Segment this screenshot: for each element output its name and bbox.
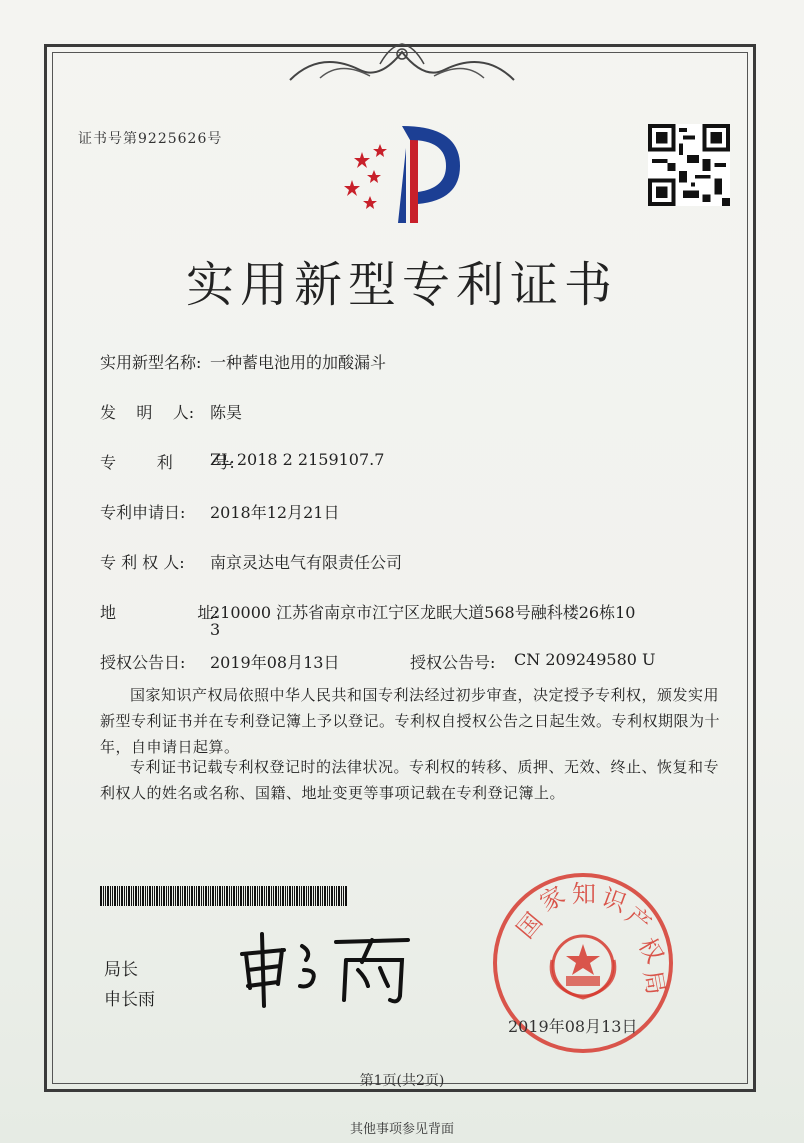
svg-text:产: 产 [620,901,657,939]
footer-note: 其他事项参见背面 [349,1122,454,1137]
application-date-label: 专利申请日: [100,503,186,522]
seal-date: 2019年08月13日 [508,1017,638,1036]
address-label: 地 址: [100,603,219,622]
grant-date-label: 授权公告日: [100,653,186,672]
certificate-number: 证书号第9225626号 [78,131,223,147]
svg-text:国: 国 [511,907,549,944]
grant-number-value: CN 209249580 U [514,650,656,669]
ornament-flourish [280,40,524,88]
paragraph-line: 利权人的姓名或名称、国籍、地址变更等事项记载在专利登记簿上。 [100,784,566,802]
svg-text:知: 知 [572,880,596,908]
patent-number-value: ZL 2018 2 2159107.7 [210,450,385,469]
utility-model-name-label: 实用新型名称: [100,353,202,372]
svg-text:权: 权 [632,933,670,968]
inventor-value: 陈昊 [210,403,243,422]
application-date-value: 2018年12月21日 [210,503,340,522]
svg-text:家: 家 [535,880,570,918]
qr-code [648,124,730,206]
address-value-line2: 3 [210,620,221,639]
svg-text:局: 局 [638,968,670,997]
inventor-label: 发 明 人: [100,403,195,422]
certificate-title: 实用新型专利证书 [185,257,618,313]
grant-number-label: 授权公告号: [410,653,496,672]
patentee-value: 南京灵达电气有限责任公司 [210,553,403,572]
handwritten-signature [232,926,432,1008]
utility-model-name-value: 一种蓄电池用的加酸漏斗 [210,353,387,372]
patent-number-label: 专 利 号: [100,453,235,472]
page-number: 第1页(共2页) [359,1073,445,1089]
paragraph-line: 专利证书记载专利权登记时的法律状况。专利权的转移、质押、无效、终止、恢复和专 [130,758,720,776]
address-value-line1: 210000 江苏省南京市江宁区龙眠大道568号融科楼26栋10 [210,603,636,622]
barcode [100,886,348,906]
director-title: 局长 [104,960,138,980]
paragraph-line: 年，自申请日起算。 [100,738,240,756]
svg-text:识: 识 [597,883,631,918]
patent-office-logo [340,118,470,230]
director-name: 申长雨 [104,990,155,1010]
patentee-label: 专 利 权 人: [100,553,185,572]
grant-date-value: 2019年08月13日 [210,653,340,672]
paragraph-line: 国家知识产权局依照中华人民共和国专利法经过初步审查，决定授予专利权，颁发实用 [130,686,720,704]
paragraph-line: 新型专利证书并在专利登记簿上予以登记。专利权自授权公告之日起生效。专利权期限为十 [100,712,721,730]
